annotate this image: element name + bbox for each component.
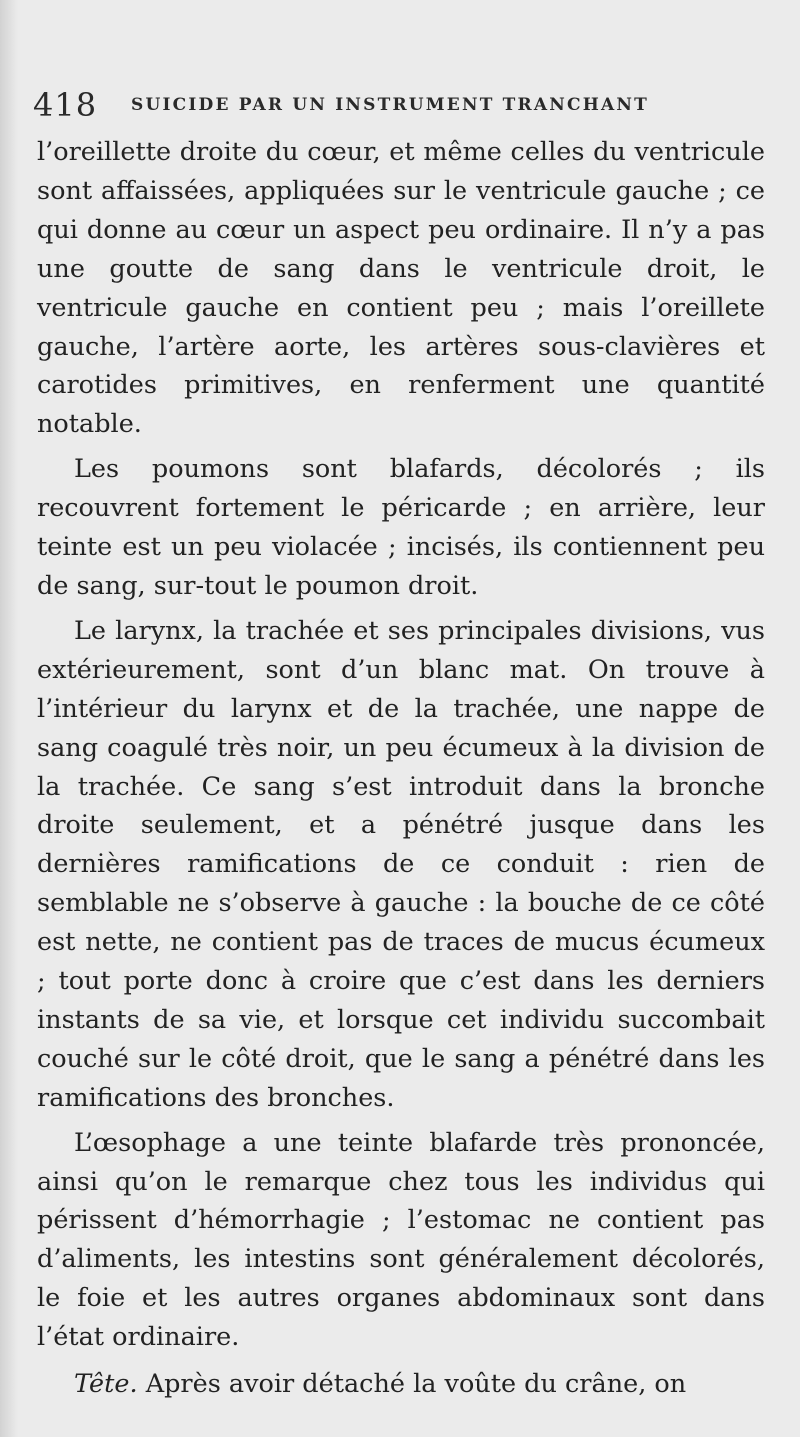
paragraph (37, 1365, 765, 1404)
paragraph: L’œsophage a une teinte blafarde très prononcée, ainsi qu’on le remarque chez tous les individus qui périssent d’hémorrhagie ; l’estomac ne contient pas d’aliments, les intestins sont généralement décolorés, le foie et les autres organes abdominaux sont dans l’état ordinaire. (37, 1127, 765, 1353)
paragraph-text: Après avoir détaché la voûte du crâne, on (145, 1369, 687, 1400)
running-head: SUICIDE PAR UN INSTRUMENT TRANCHANT (131, 95, 649, 115)
paragraph: Le larynx, la trachée et ses principales divisions, vus extérieurement, sont d’un blanc mat. On trouve à l’intérieur du larynx et de la trachée, une nappe de sang coagulé très noir, un peu écumeux à la division de la trachée. Ce sang s’est introduit dans la bronche droite seulement, et a pénétré jusque dans les dernières ramifications de ce conduit : rien de semblable ne s’observe à gauche : la bouche de ce côté est nette, ne contient pas de traces de mucus écumeux ; tout porte donc à croire que c’est dans les derniers instants de sa vie, et lorsque cet individu succombait couché sur le côté droit, que le sang a pénétré dans les ramifications des bronches. (37, 615, 765, 1113)
page-gutter-shadow (0, 0, 18, 1437)
page-header (33, 86, 773, 126)
run-in-heading: Tête. (74, 1369, 138, 1400)
paragraph: Les poumons sont blafards, décolorés ; ils recouvrent fortement le péricarde ; en arrière, leur teinte est un peu violacée ; incisés, ils contiennent peu de sang, sur-tout le poumon droit. (37, 454, 765, 601)
body-text (37, 133, 765, 1404)
paragraph: l’oreillette droite du cœur, et même celles du ventricule sont affaissées, appliquées sur le ventricule gauche ; ce qui donne au cœur un aspect peu ordinaire. Il n’y a pas une goutte de sang dans le ventricule droit, le ventricule gauche en contient peu ; mais l’oreillete gauche, l’artère aorte, les artères sous-clavières et carotides primitives, en renferment une quantité notable. (37, 137, 765, 440)
page-number: 418 (33, 86, 98, 124)
